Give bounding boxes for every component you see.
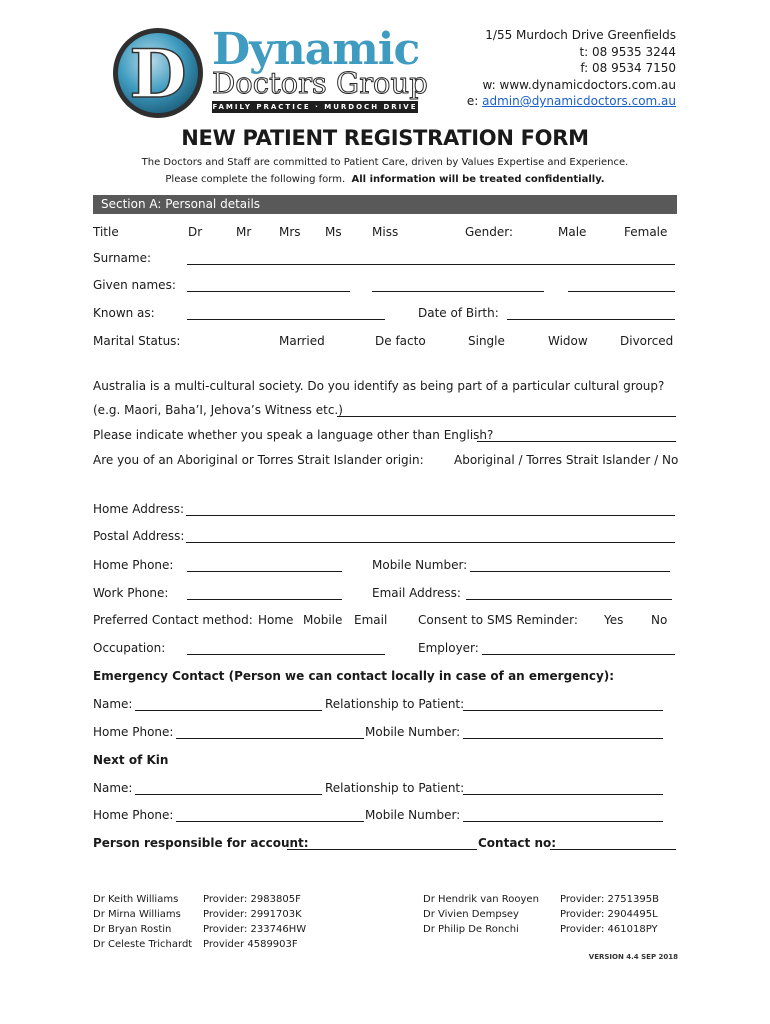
doctor-name: Dr Mirna Williams (93, 909, 181, 920)
marital-status-label: Marital Status: (93, 334, 181, 348)
gender-label: Gender: (465, 225, 514, 239)
logo-brand-line1: Dynamic (212, 24, 420, 75)
dob-label: Date of Birth: (418, 306, 499, 320)
kin-home-phone-field[interactable] (176, 821, 364, 822)
surname-label: Surname: (93, 251, 152, 265)
contact-email-row (467, 93, 676, 110)
contact-no-label: Contact no: (478, 836, 557, 850)
version-label: VERSION 4.4 SEP 2018 (588, 953, 678, 961)
emergency-contact-heading: Emergency Contact (Person we can contact locally in case of an emergency): (93, 669, 615, 683)
sms-option-no[interactable]: No (651, 613, 668, 627)
given-name-field-2[interactable] (372, 291, 544, 292)
kin-relationship-field[interactable] (463, 794, 663, 795)
emergency-home-phone-field[interactable] (176, 738, 364, 739)
doctor-name: Dr Keith Williams (93, 894, 179, 905)
emergency-name-field[interactable] (135, 710, 322, 711)
marital-option-de-facto[interactable]: De facto (375, 334, 426, 348)
title-option-dr[interactable]: Dr (188, 225, 203, 239)
aboriginal-question: Are you of an Aboriginal or Torres Strait Islander origin: (93, 453, 424, 467)
home-phone-field[interactable] (187, 571, 342, 572)
doctor-provider: Provider: 2904495L (560, 909, 658, 920)
employer-field[interactable] (482, 654, 675, 655)
doctor-name: Dr Philip De Ronchi (423, 924, 519, 935)
contact-email-link[interactable]: admin@dynamicdoctors.com.au (482, 94, 676, 108)
emergency-name-label: Name: (93, 697, 133, 711)
intro-line-2 (0, 174, 770, 185)
doctor-provider: Provider: 2751395B (560, 894, 659, 905)
employer-label: Employer: (418, 641, 479, 655)
cultural-group-field[interactable] (337, 416, 676, 417)
doctor-name: Dr Vivien Dempsey (423, 909, 519, 920)
work-phone-label: Work Phone: (93, 586, 169, 600)
contact-fax: f: 08 9534 7150 (580, 61, 676, 75)
intro-line-2-bold: All information will be treated confidentially. (351, 174, 605, 185)
title-option-miss[interactable]: Miss (372, 225, 399, 239)
section-a-header: Section A: Personal details (93, 195, 677, 214)
logo-emblem (110, 26, 210, 121)
intro-line-1: The Doctors and Staff are committed to Patient Care, driven by Values Expertise and Experience. (141, 157, 629, 168)
kin-relationship-label: Relationship to Patient: (325, 781, 465, 795)
surname-field[interactable] (187, 264, 675, 265)
emergency-home-phone-label: Home Phone: (93, 725, 174, 739)
home-address-field[interactable] (186, 515, 675, 516)
logo-tagline: FAMILY PRACTICE · MURDOCH DRIVE (212, 103, 418, 111)
contact-email-prefix: e: (466, 94, 483, 108)
pref-contact-option-home[interactable]: Home (258, 613, 294, 627)
gender-option-male[interactable]: Male (558, 225, 587, 239)
contact-address: 1/55 Murdoch Drive Greenfields (485, 28, 676, 42)
kin-home-phone-label: Home Phone: (93, 808, 174, 822)
responsible-person-label: Person responsible for account: (93, 836, 309, 850)
kin-mobile-label: Mobile Number: (365, 808, 461, 822)
emergency-relationship-label: Relationship to Patient: (325, 697, 465, 711)
language-question: Please indicate whether you speak a language other than English? (93, 428, 494, 442)
occupation-field[interactable] (187, 654, 385, 655)
home-address-label: Home Address: (93, 502, 185, 516)
sms-option-yes[interactable]: Yes (604, 613, 624, 627)
cultural-question: Australia is a multi-cultural society. Do you identify as being part of a particular cultural group? (93, 379, 665, 393)
doctors-left-providers (203, 892, 306, 952)
kin-mobile-field[interactable] (463, 821, 663, 822)
postal-address-field[interactable] (186, 542, 675, 543)
cultural-example-label: (e.g. Maori, Baha’I, Jehova’s Witness etc.) (93, 403, 343, 417)
contact-phone: t: 08 9535 3244 (579, 44, 676, 59)
doctor-provider: Provider: 2983805F (203, 894, 301, 905)
pref-contact-option-email[interactable]: Email (354, 613, 388, 627)
doctors-right-providers (560, 892, 659, 937)
doctor-name: Dr Celeste Trichardt (93, 939, 193, 950)
next-of-kin-heading: Next of Kin (93, 753, 169, 767)
marital-option-married[interactable]: Married (279, 334, 325, 348)
emergency-mobile-field[interactable] (463, 738, 663, 739)
given-name-field-1[interactable] (187, 291, 350, 292)
email-address-field[interactable] (466, 599, 672, 600)
title-option-mrs[interactable]: Mrs (279, 225, 301, 239)
home-phone-label: Home Phone: (93, 558, 174, 572)
title-label: Title (93, 225, 119, 239)
kin-name-field[interactable] (135, 794, 322, 795)
given-name-field-3[interactable] (568, 291, 675, 292)
logo (110, 26, 430, 121)
intro-line-2-plain: Please complete the following form. (165, 174, 346, 185)
doctor-provider: Provider: 461018PY (560, 924, 658, 935)
emergency-relationship-field[interactable] (463, 710, 663, 711)
work-phone-field[interactable] (187, 599, 342, 600)
aboriginal-options[interactable]: Aboriginal / Torres Strait Islander / No (454, 453, 679, 467)
doctor-provider: Provider: 233746HW (203, 924, 307, 935)
responsible-person-field[interactable] (287, 849, 477, 850)
logo-brand-line2: Doctors Group (212, 66, 428, 100)
marital-option-single[interactable]: Single (468, 334, 505, 348)
contact-no-field[interactable] (550, 849, 676, 850)
known-as-field[interactable] (187, 319, 385, 320)
occupation-label: Occupation: (93, 641, 166, 655)
known-as-label: Known as: (93, 306, 155, 320)
doctors-left-names (93, 892, 192, 952)
dob-field[interactable] (507, 319, 675, 320)
contact-block (467, 27, 676, 110)
mobile-number-field[interactable] (470, 571, 670, 572)
doctor-provider: Provider: 2991703K (203, 909, 302, 920)
emergency-mobile-label: Mobile Number: (365, 725, 461, 739)
doctor-name: Dr Bryan Rostin (93, 924, 172, 935)
preferred-contact-label: Preferred Contact method: (93, 613, 253, 627)
form-title: NEW PATIENT REGISTRATION FORM (181, 126, 589, 150)
email-address-label: Email Address: (372, 586, 461, 600)
marital-option-widow[interactable]: Widow (548, 334, 588, 348)
contact-web: w: www.dynamicdoctors.com.au (482, 77, 676, 92)
mobile-number-label: Mobile Number: (372, 558, 468, 572)
marital-option-divorced[interactable]: Divorced (620, 334, 674, 348)
given-names-label: Given names: (93, 278, 176, 292)
doctors-right-names (423, 892, 539, 937)
title-option-mr[interactable]: Mr (236, 225, 252, 239)
doctor-provider: Provider 4589903F (203, 939, 298, 950)
gender-option-female[interactable]: Female (624, 225, 668, 239)
title-option-ms[interactable]: Ms (325, 225, 342, 239)
kin-name-label: Name: (93, 781, 133, 795)
language-field[interactable] (477, 441, 676, 442)
pref-contact-option-mobile[interactable]: Mobile (303, 613, 343, 627)
postal-address-label: Postal Address: (93, 529, 185, 543)
logo-letter: D (129, 35, 187, 113)
doctor-name: Dr Hendrik van Rooyen (423, 894, 539, 905)
sms-consent-label: Consent to SMS Reminder: (418, 613, 578, 627)
